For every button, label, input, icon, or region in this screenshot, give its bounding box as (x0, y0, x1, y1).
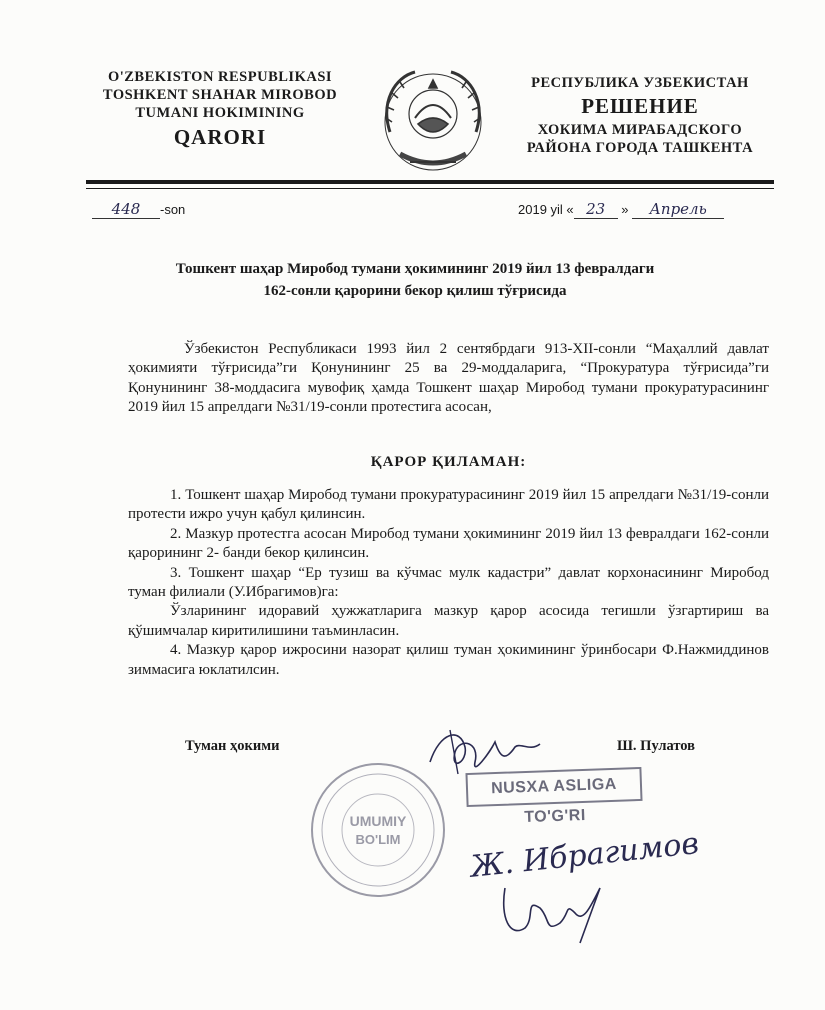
header-left-line1: O'ZBEKISTON RESPUBLIKASI (107, 69, 333, 85)
round-stamp-line2: BO'LIM (355, 832, 401, 847)
header-divider-thin (86, 188, 774, 189)
preamble-paragraph: Ўзбекистон Республикаси 1993 йил 2 сентябрдаги 913-XII-сонли “Маҳаллий давлат ҳокимияти тўғрисида”ги Қонунининг 25 ва 29-моддаларига, “Прокуратура тўғрисида”ги Қонунининг 38-моддасига мувофиқ ҳамда Тошкент шаҳар Миробод тумани прокуратурасининг 2019 йил 15 апрелдаги №31/19-сонли протестига асосан, (128, 341, 769, 416)
header-right-title: РЕШЕНИЕ (581, 94, 699, 118)
document-date (518, 200, 724, 219)
round-stamp-line1: UMUMIY (349, 813, 407, 829)
document-number (92, 200, 185, 219)
round-stamp-icon (308, 760, 448, 900)
certified-copy-stamp: NUSXA ASLIGA TO'G'RI (465, 767, 642, 807)
date-month: Апрель (632, 200, 724, 219)
header-divider-thick (86, 180, 774, 184)
certifier-handwriting: Ж. Ибрагимов (468, 826, 701, 885)
signatory-name: Ш. Пулатов (617, 738, 696, 754)
date-close-quote: » (621, 202, 629, 217)
document-number-value: 448 (92, 200, 160, 219)
date-day: 23 (574, 200, 618, 219)
header-left-line2: TOSHKENT SHAHAR MIROBOD (102, 87, 338, 103)
document-title (130, 258, 700, 302)
decision-item-4: 4. Мазкур қарор ижросини назорат қилиш туман ҳокимининг ўринбосари Ф.Нажмиддинов зиммасига юклатилсин. (128, 642, 769, 678)
document-title-line1: Тошкент шаҳар Миробод тумани ҳокимининг 2019 йил 13 февралдаги (175, 261, 655, 277)
decision-heading: ҚАРОР ҚИЛАМАН: (370, 454, 527, 470)
header-right-line2: ХОКИМА МИРАБАДСКОГО (537, 122, 743, 138)
document-number-suffix: -son (160, 202, 186, 217)
header-left-title: QARORI (173, 125, 267, 149)
header-right-line3: РАЙОНА ГОРОДА ТАШКЕНТА (526, 140, 754, 156)
decision-item-1: 1. Тошкент шаҳар Миробод тумани прокуратурасининг 2019 йил 15 апрелдаги №31/19-сонли протести ижро учун қабул қилинсин. (128, 487, 769, 523)
certifier-signature-icon (495, 868, 615, 948)
state-emblem-icon (370, 62, 496, 180)
document-title-line2: 162-сонли қарорини бекор қилиш тўғрисида (263, 283, 567, 299)
decision-item-3-sub: Ўзларининг идоравий ҳужжатларига мазкур қарор асосида тегишли ўзгартириш ва қўшимчалар киритилишини таъминласин. (128, 603, 769, 639)
header-left-line3: TUMANI HOKIMINING (135, 105, 305, 121)
date-year: 2019 (518, 202, 547, 217)
decision-item-2: 2. Мазкур протестга асосан Миробод тумани ҳокимининг 2019 йил 13 февралдаги 162-сонли қарорининг 2- банди бекор қилинсин. (128, 525, 769, 562)
header-right-block (500, 74, 780, 157)
decision-item-3: 3. Тошкент шаҳар “Ер тузиш ва кўчмас мулк кадастри” давлат корхонасининг Миробод туман филиали (У.Ибрагимов)га: (128, 564, 769, 601)
header-right-line1: РЕСПУБЛИКА УЗБЕКИСТАН (531, 75, 749, 91)
date-year-word: yil « (550, 202, 574, 217)
signatory-position: Туман ҳокими (185, 738, 280, 754)
header-left-block (70, 68, 370, 149)
decision-items (128, 486, 769, 680)
